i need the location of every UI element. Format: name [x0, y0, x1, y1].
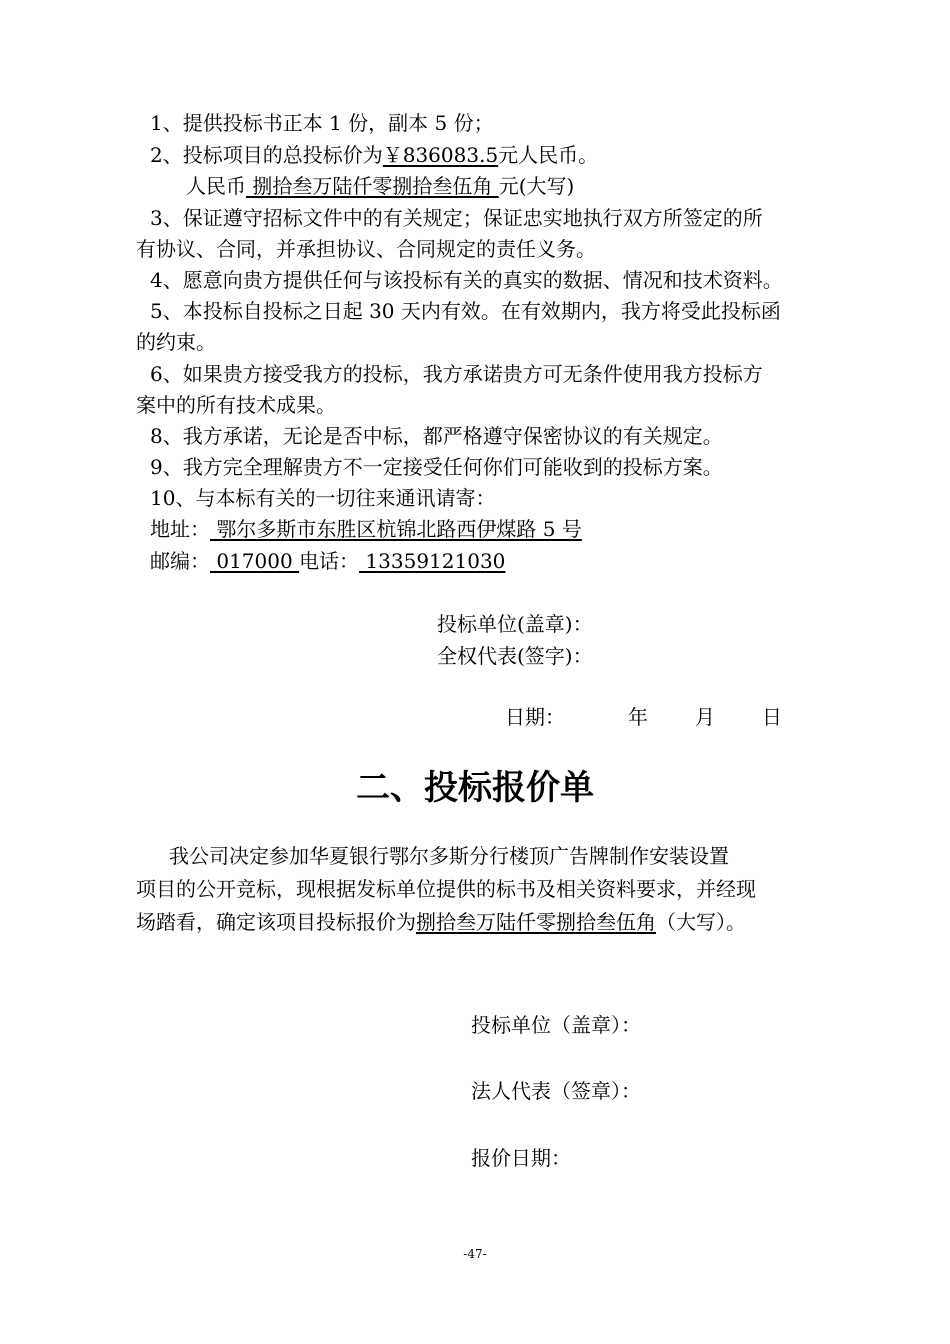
price-words-suffix: 元(大写) [498, 174, 575, 198]
price-words-line [186, 173, 574, 199]
postcode-value: 017000 [210, 549, 300, 573]
item-3-line-2: 有协议、合同，并承担协议、合同规定的责任义务。 [136, 237, 596, 261]
address-value: 鄂尔多斯市东胜区杭锦北路西伊煤路 5 号 [210, 517, 582, 541]
price-words-label: 人民币 [186, 174, 246, 198]
price-suffix: 元人民币。 [498, 143, 599, 167]
item-5-line-2: 的约束。 [136, 330, 216, 354]
item-2 [150, 142, 598, 168]
item-6-line-1: 6、如果贵方接受我方的投标，我方承诺贵方可无条件使用我方投标方 [150, 362, 763, 386]
sign-representative: 全权代表(签字)： [437, 644, 593, 668]
quote-sign-unit: 投标单位（盖章）： [471, 1013, 641, 1037]
price-words-fill: 捌拾叁万陆仟零捌拾叁伍角 [246, 174, 499, 198]
item-1: 1、提供投标书正本 1 份，副本 5 份； [150, 111, 494, 135]
date-year: 年 [628, 705, 648, 729]
quote-line-3-suffix: （大写）。 [656, 910, 746, 934]
item-2-text: 2、投标项目的总投标价为 [150, 143, 383, 167]
item-10: 10、与本标有关的一切往来通讯请寄： [150, 486, 496, 510]
item-3-line-1: 3、保证遵守招标文件中的有关规定；保证忠实地执行双方所签定的所 [150, 206, 763, 230]
item-9: 9、我方完全理解贵方不一定接受任何你们可能收到的投标方案。 [150, 455, 723, 479]
postcode-phone-line [150, 548, 505, 574]
postcode-label: 邮编： [150, 549, 210, 573]
quote-line-3-prefix: 场踏看，确定该项目投标报价为 [136, 910, 416, 934]
phone-label: 电话： [299, 549, 360, 573]
quote-paragraph-line-1: 我公司决定参加华夏银行鄂尔多斯分行楼顶广告牌制作安装设置 [169, 844, 729, 868]
quote-amount-words: 捌拾叁万陆仟零捌拾叁伍角 [416, 910, 656, 934]
section-title: 二、投标报价单 [356, 768, 594, 808]
date-day: 日 [762, 705, 782, 729]
quote-sign-legal: 法人代表（签章）： [471, 1079, 641, 1103]
item-5-line-1: 5、本投标自投标之日起 30 天内有效。在有效期内，我方将受此投标函 [150, 299, 781, 323]
item-6-line-2: 案中的所有技术成果。 [136, 393, 336, 417]
sign-unit: 投标单位(盖章)： [437, 612, 593, 636]
item-8: 8、我方承诺，无论是否中标，都严格遵守保密协议的有关规定。 [150, 424, 723, 448]
item-4: 4、愿意向贵方提供任何与该投标有关的真实的数据、情况和技术资料。 [150, 268, 783, 292]
price-numeric: ￥836083.5 [382, 143, 499, 167]
phone-value: 13359121030 [359, 549, 506, 573]
date-label: 日期： [505, 705, 565, 729]
quote-paragraph-line-3 [136, 909, 746, 935]
page-number: -47- [463, 1247, 487, 1261]
quote-sign-date: 报价日期： [471, 1146, 571, 1170]
address-line [150, 516, 582, 542]
address-label: 地址： [150, 517, 210, 541]
quote-paragraph-line-2: 项目的公开竞标，现根据发标单位提供的标书及相关资料要求，并经现 [136, 877, 756, 901]
date-month: 月 [695, 705, 715, 729]
